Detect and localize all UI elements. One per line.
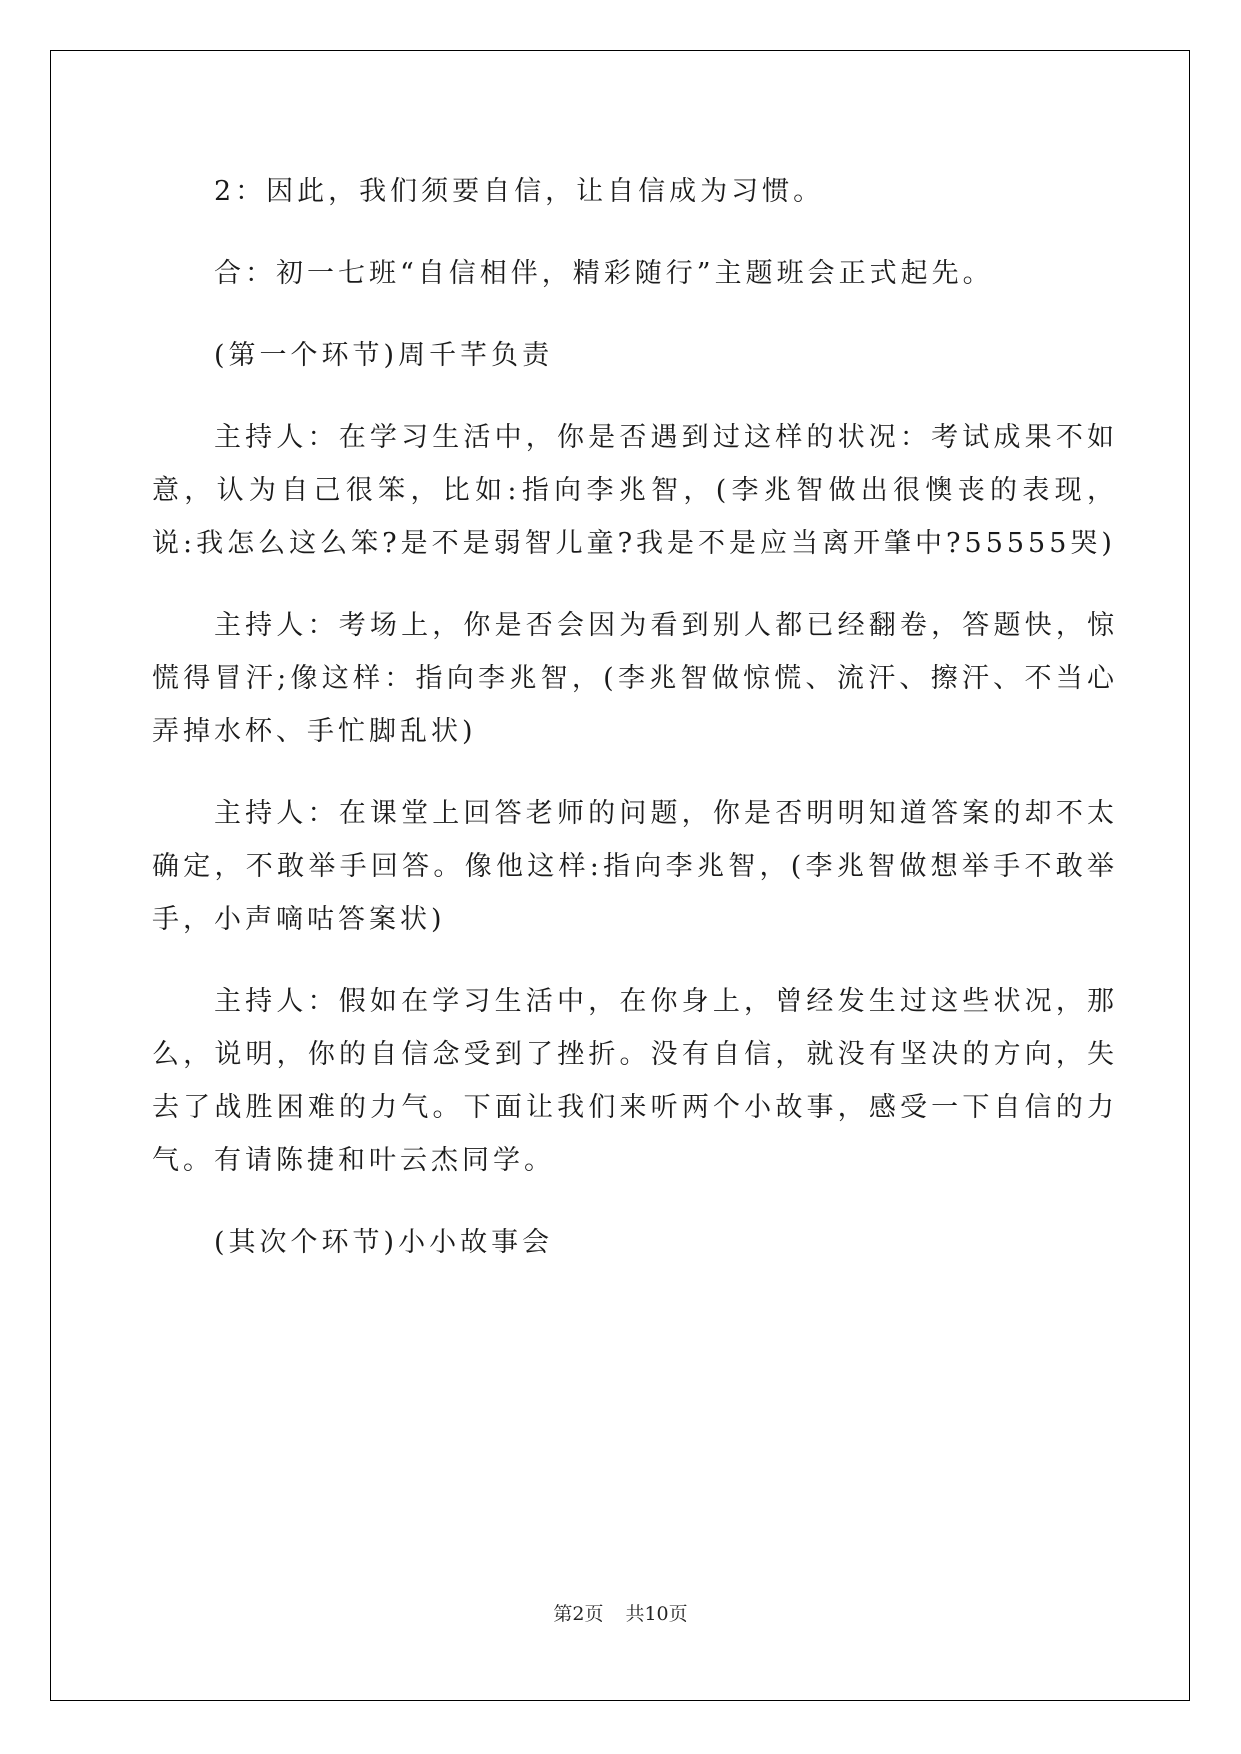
paragraph-opening: 合：初一七班“自信相伴，精彩随行”主题班会正式起先。 [214,258,994,289]
section-heading-1: (第一个环节)周千芊负责 [214,340,554,371]
paragraph-conclusion: 2：因此，我们须要自信，让自信成为习惯。 [214,176,825,207]
paragraph-host-2: 主持人：考场上，你是否会因为看到别人都已经翻卷，答题快，惊慌得冒汗;像这样：指向李兆智，(李兆智做惊慌、流汗、擦汗、不当心弄掉水杯、手忙脚乱状) [152,610,1118,747]
paragraph-host-4: 主持人：假如在学习生活中，在你身上，曾经发生过这些状况，那么，说明，你的自信念受到了挫折。没有自信，就没有坚决的方向，失去了战胜困难的力气。下面让我们来听两个小故事，感受一下自信的力气。有请陈捷和叶云杰同学。 [152,986,1118,1176]
document-body [152,165,1118,1298]
paragraph-host-3: 主持人：在课堂上回答老师的问题，你是否明明知道答案的却不太确定，不敢举手回答。像他这样:指向李兆智，(李兆智做想举手不敢举手，小声嘀咕答案状) [152,798,1118,935]
page-number-current: 第2页 [553,1603,604,1625]
section-heading-2: (其次个环节)小小故事会 [214,1227,554,1258]
page-footer [0,1602,1241,1626]
paragraph-host-1: 主持人：在学习生活中，你是否遇到过这样的状况：考试成果不如意，认为自己很笨，比如:指向李兆智，(李兆智做出很懊丧的表现，说:我怎么这么笨?是不是弱智儿童?我是不是应当离开肇中?55555哭) [152,422,1118,559]
page-number-total: 共10页 [625,1603,688,1625]
